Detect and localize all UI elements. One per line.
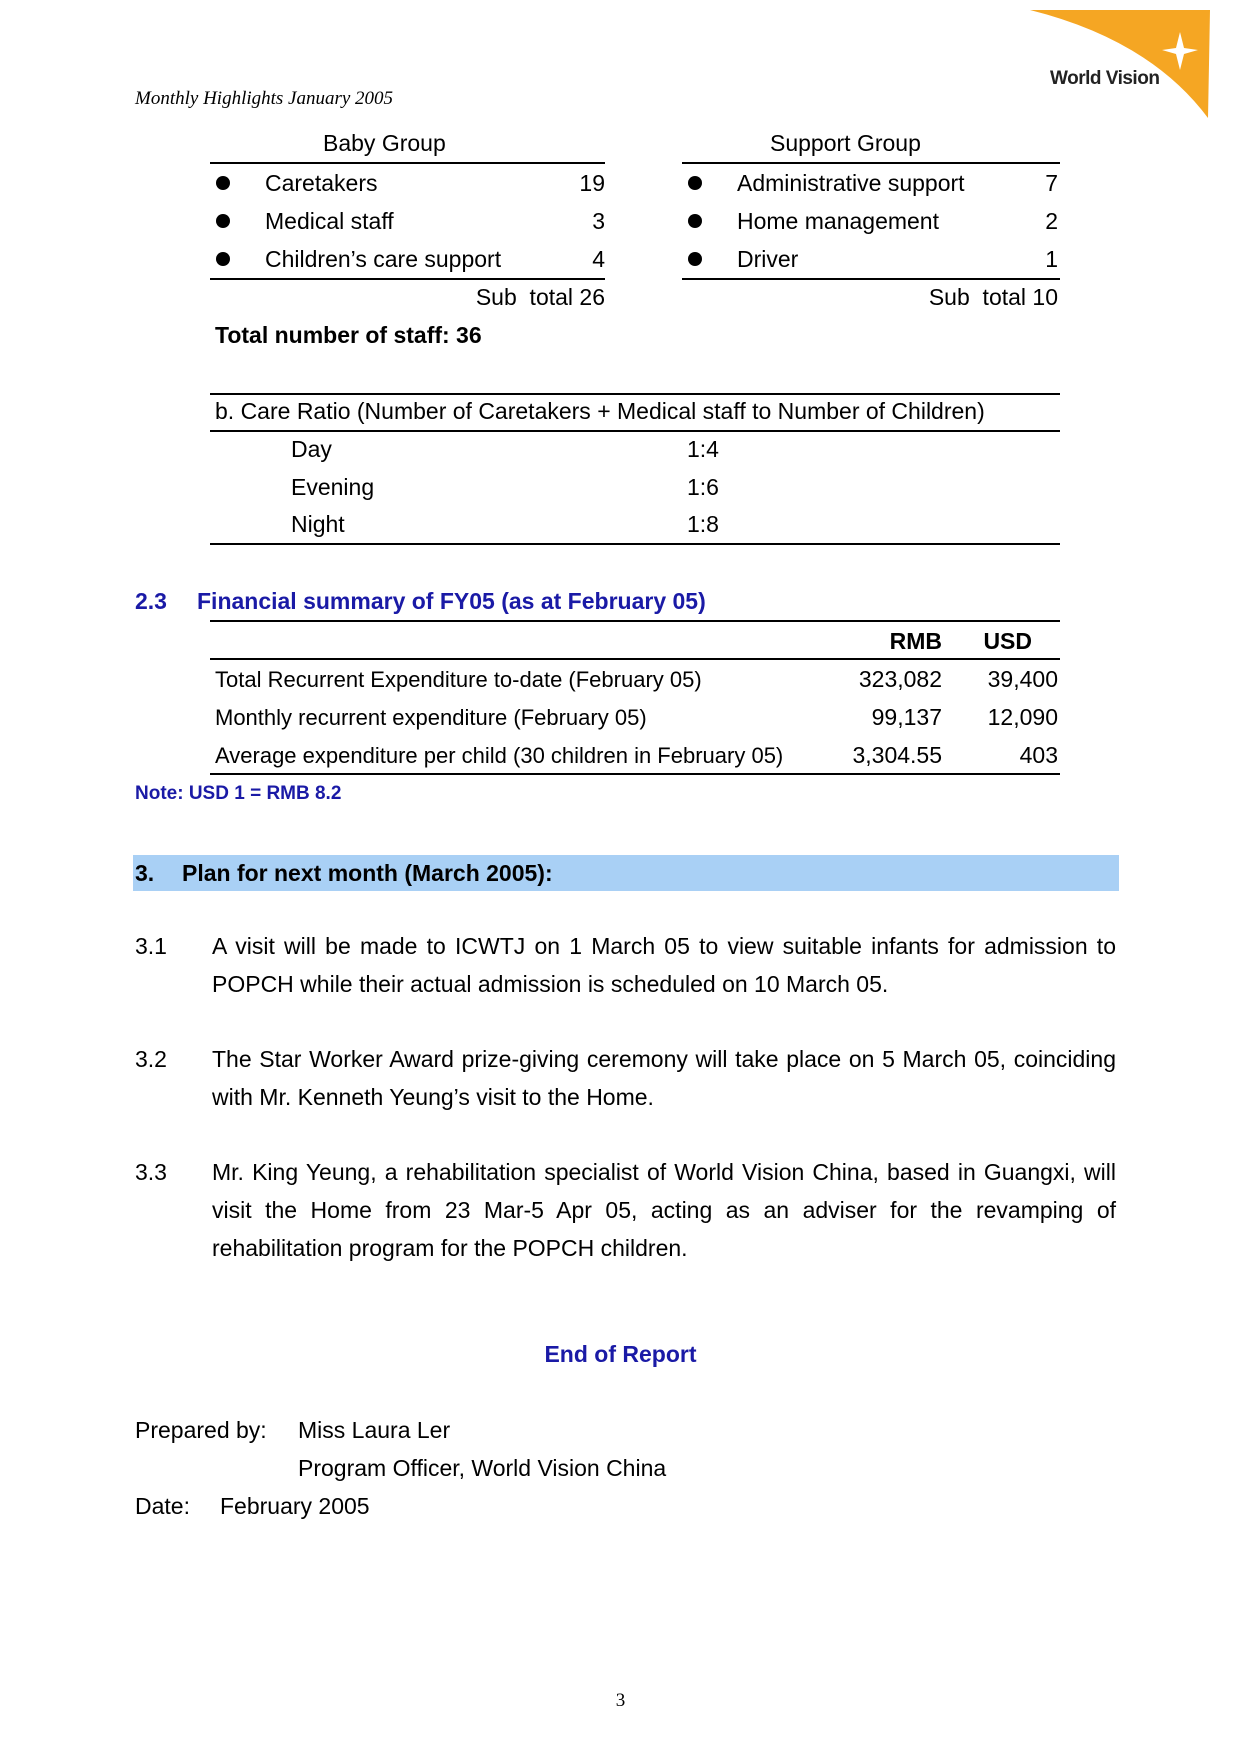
page-number: 3 (615, 1690, 626, 1711)
baby-item-count: 4 (592, 246, 605, 272)
end-of-report: End of Report (544, 1341, 697, 1367)
support-item-label: Administrative support (737, 170, 965, 196)
date-label: Date: (135, 1493, 190, 1519)
financial-row-usd: 403 (1019, 742, 1058, 768)
column-header-usd: USD (983, 628, 1032, 654)
baby-group-title: Baby Group (323, 130, 446, 156)
prepared-by-name: Miss Laura Ler (298, 1417, 451, 1443)
plan-item-number: 3.3 (135, 1159, 167, 1185)
divider (210, 658, 1060, 660)
divider (682, 162, 1060, 164)
support-item-label: Home management (737, 208, 939, 234)
baby-item-count: 19 (579, 170, 605, 196)
divider (210, 430, 1060, 432)
financial-row-usd: 12,090 (987, 704, 1058, 730)
total-staff: Total number of staff: 36 (215, 322, 482, 348)
care-period: Day (291, 436, 332, 462)
plan-item-text: Mr. King Yeung, a rehabilitation specialist of World Vision China, based in Guangxi, will visit the Home from 23 Mar-5 Apr 05, acting as an adviser for the revamping of rehabilitation program for the POPCH children. (212, 1159, 1116, 1261)
divider (210, 278, 605, 280)
plan-item-number: 3.2 (135, 1046, 167, 1072)
divider (210, 162, 605, 164)
care-period: Night (291, 511, 345, 537)
prepared-by-title: Program Officer, World Vision China (298, 1455, 667, 1481)
financial-row-rmb: 99,137 (871, 704, 942, 730)
support-item-count: 7 (1045, 170, 1058, 196)
divider (210, 543, 1060, 545)
section-number: 2.3 (135, 588, 167, 614)
financial-row-rmb: 323,082 (858, 666, 942, 692)
support-item-count: 2 (1045, 208, 1058, 234)
baby-item-label: Caretakers (265, 170, 378, 196)
financial-row-label: Total Recurrent Expenditure to-date (February 05) (215, 667, 702, 692)
financial-row-rmb: 3,304.55 (852, 742, 942, 768)
care-period: Evening (291, 474, 375, 500)
support-group-title: Support Group (770, 130, 921, 156)
world-vision-logo (1030, 10, 1241, 118)
plan-heading: Plan for next month (March 2005): (182, 860, 553, 886)
bullet-icon (216, 252, 230, 266)
divider (682, 278, 1060, 280)
baby-item-count: 3 (592, 208, 605, 234)
financial-row-label: Average expenditure per child (30 children in February 05) (215, 743, 784, 768)
care-ratio-value: 1:6 (687, 474, 719, 500)
report-title: Monthly Highlights January 2005 (135, 88, 394, 109)
bullet-icon (688, 214, 702, 228)
exchange-note: Note: USD 1 = RMB 8.2 (135, 783, 342, 804)
prepared-by-label: Prepared by: (135, 1417, 267, 1443)
care-ratio-value: 1:8 (687, 511, 719, 537)
divider (210, 773, 1060, 775)
baby-subtotal: Sub total 26 (475, 284, 605, 310)
logo-text: World Vision (1050, 68, 1160, 89)
bullet-icon (688, 176, 702, 190)
care-ratio-value: 1:4 (687, 436, 719, 462)
plan-item-text: A visit will be made to ICWTJ on 1 March 05 to view suitable infants for admission to POPCH while their actual admission is scheduled on 10 March 05. (212, 933, 1116, 997)
divider (210, 620, 1060, 622)
support-subtotal: Sub total 10 (928, 284, 1058, 310)
baby-item-label: Medical staff (265, 208, 394, 234)
date-value: February 2005 (220, 1493, 370, 1519)
baby-item-label: Children’s care support (265, 246, 502, 272)
divider (210, 393, 1060, 395)
bullet-icon (216, 176, 230, 190)
support-item-label: Driver (737, 246, 799, 272)
bullet-icon (688, 252, 702, 266)
bullet-icon (216, 214, 230, 228)
logo-swoosh (1030, 10, 1210, 118)
financial-heading: Financial summary of FY05 (as at February 05) (197, 588, 706, 614)
section-number: 3. (135, 860, 155, 886)
financial-row-label: Monthly recurrent expenditure (February 05) (215, 705, 647, 730)
financial-row-usd: 39,400 (987, 666, 1058, 692)
column-header-rmb: RMB (889, 628, 942, 654)
plan-item-number: 3.1 (135, 933, 167, 959)
support-item-count: 1 (1045, 246, 1058, 272)
care-ratio-title: b. Care Ratio (Number of Caretakers + Medical staff to Number of Children) (215, 398, 985, 424)
plan-item-text: The Star Worker Award prize-giving ceremony will take place on 5 March 05, coinciding with Mr. Kenneth Yeung’s visit to the Home. (212, 1046, 1116, 1110)
